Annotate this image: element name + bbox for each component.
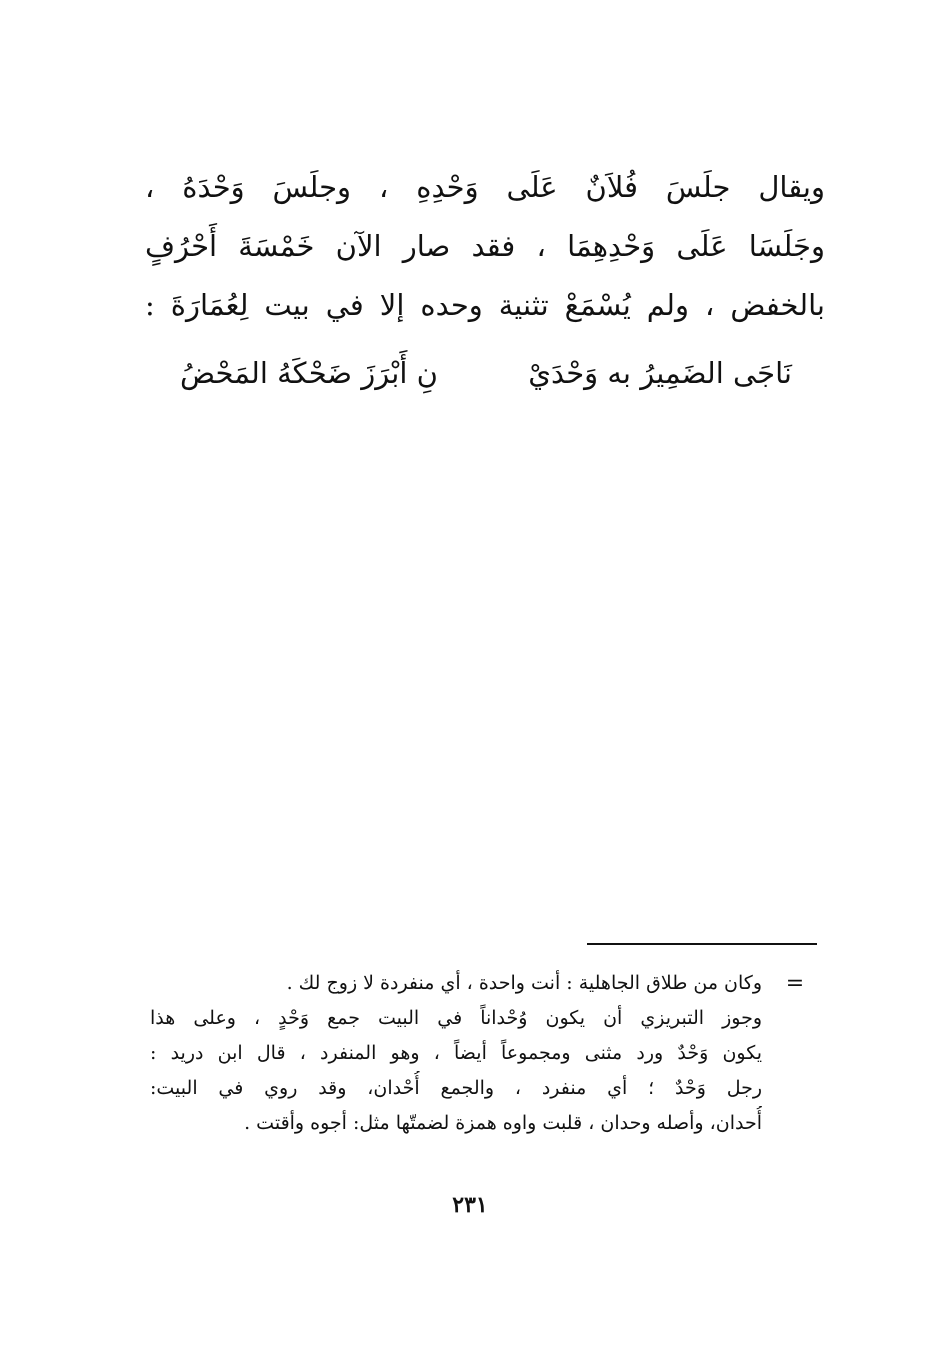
footnote-line-4: رجل وَحْدٌ ؛ أي منفرد ، والجمع أُحْدان، وقد روي في البيت:: [150, 1077, 762, 1099]
footnote-separator: [587, 943, 817, 945]
poetry-verse: [180, 342, 792, 404]
main-text: [145, 158, 825, 335]
text-line-2: وجَلَسَا عَلَى وَحْدِهِمَا ، فقد صار الآن خَمْسَةَ أَحْرُفٍ: [145, 229, 825, 263]
page-number: ٢٣١: [452, 1192, 488, 1218]
verse-first-hemistich: نَاجَى الضَمِيرُ به وَحْدَيْ: [528, 356, 792, 390]
footnotes: [150, 966, 762, 1141]
footnote-line-2: وجوز التبريزي أن يكون وُحْداناً في البيت جمع وَحْدٍ ، وعلى هذا: [150, 1007, 762, 1029]
footnote-line-5: أُحدان، وأصله وحدان ، قلبت واوه همزة لضمتّها مثل: أجوه وأقتت .: [244, 1112, 762, 1134]
verse-second-hemistich: نِ أَبْرَزَ ضَحْكَهُ المَحْضُ: [180, 356, 438, 390]
text-line-3: بالخفض ، ولم يُسْمَعْ تثنية وحده إلا في بيت لِعُمَارَةَ :: [145, 288, 825, 322]
footnote-line-3: يكون وَحْدٌ ورد مثنى ومجموعاً أيضاً ، وهو المنفرد ، قال ابن دريد :: [150, 1042, 762, 1064]
text-line-1: ويقال جلَسَ فُلاَنٌ عَلَى وَحْدِهِ ، وجلَسَ وَحْدَهُ ،: [145, 170, 825, 204]
footnote-line-1: وكان من طلاق الجاهلية : أنت واحدة ، أي منفردة لا زوج لك .: [286, 972, 762, 994]
footnote-continuation-mark: =: [785, 971, 805, 996]
